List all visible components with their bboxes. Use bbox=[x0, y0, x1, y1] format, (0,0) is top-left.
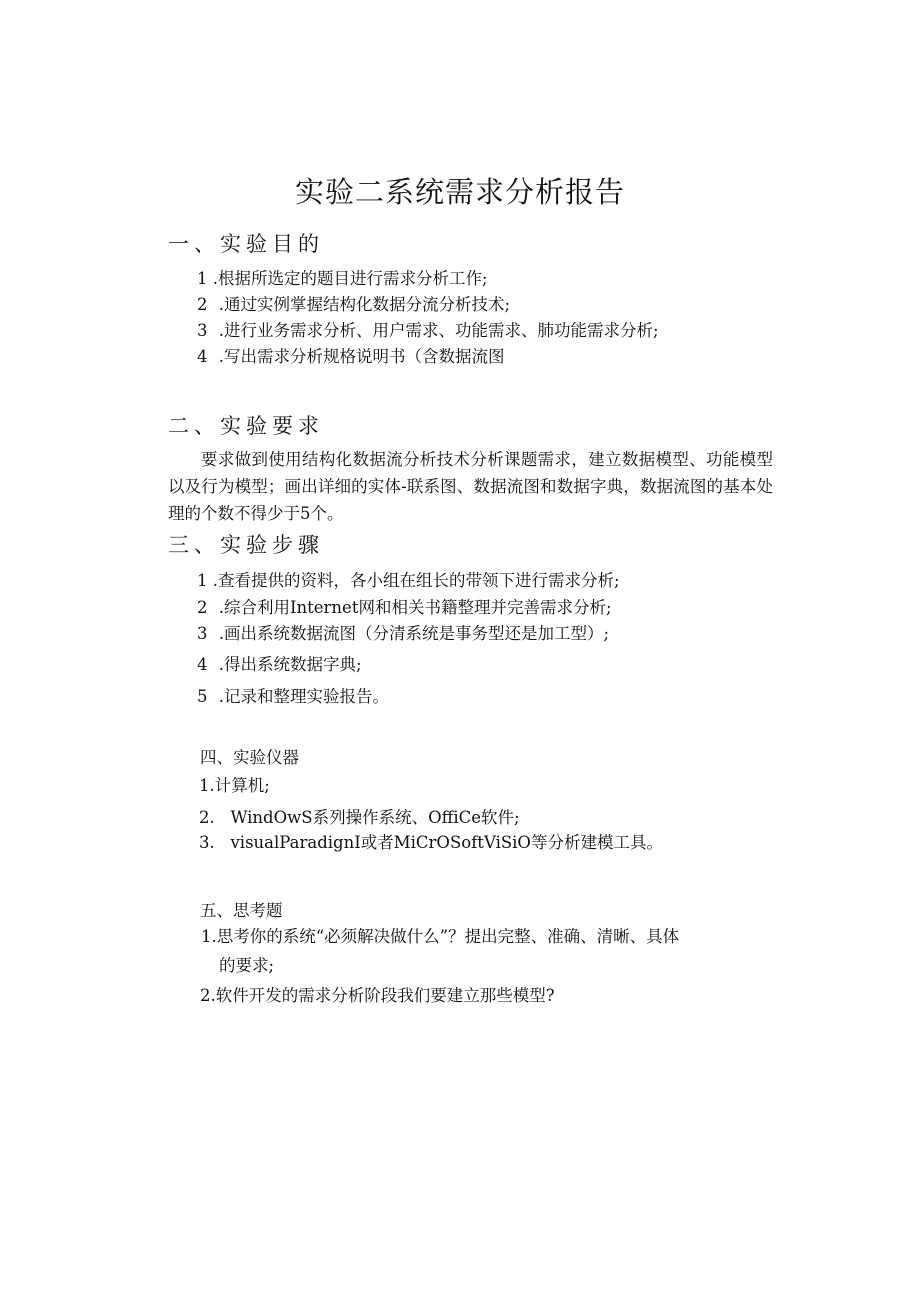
item-number: 1 bbox=[197, 269, 208, 288]
list-item: 3. visualParadignI或者MiCrOSoftViSiO等分析建模工具。 bbox=[199, 833, 663, 852]
list-item: 2. WindOwS系列操作系统、OffiCe软件; bbox=[199, 808, 520, 827]
item-number: 4 bbox=[197, 655, 208, 674]
list-item bbox=[197, 268, 488, 290]
item-number: 2 bbox=[197, 598, 208, 617]
item-text: .得出系统数据字典; bbox=[218, 655, 362, 674]
item-number: 5 bbox=[197, 687, 208, 706]
list-item bbox=[197, 623, 609, 645]
item-number: 1 bbox=[197, 571, 208, 590]
section-heading-requirements: 二、实验要求 bbox=[168, 414, 324, 438]
item-number: 2 bbox=[197, 295, 208, 314]
list-item bbox=[197, 346, 505, 368]
list-item: 2.软件开发的需求分析阶段我们要建立那些模型? bbox=[200, 986, 555, 1005]
list-item: 1.思考你的系统“必须解决做什么”？提出完整、准确、清晰、具体 bbox=[201, 927, 680, 946]
item-text: .综合利用Internet网和相关书籍整理并完善需求分析; bbox=[218, 598, 612, 617]
page-title: 实验二系统需求分析报告 bbox=[294, 175, 625, 209]
item-text: .画出系统数据流图（分清系统是事务型还是加工型）; bbox=[218, 624, 610, 643]
item-text: .记录和整理实验报告。 bbox=[218, 687, 389, 706]
item-number: 3 bbox=[197, 321, 208, 340]
item-text: .进行业务需求分析、用户需求、功能需求、肺功能需求分析; bbox=[218, 321, 659, 340]
item-text: .根据所选定的题目进行需求分析工作; bbox=[212, 269, 488, 288]
list-item bbox=[197, 686, 389, 708]
list-item: 1.计算机; bbox=[199, 776, 270, 795]
item-number: 3 bbox=[197, 624, 208, 643]
requirements-paragraph: 要求做到使用结构化数据流分析技术分析课题需求，建立数据模型、功能模型以及行为模型；画出详细的实体-联系图、数据流图和数据字典，数据流图的基本处理的个数不得少于5个。 bbox=[168, 450, 773, 523]
item-text: .查看提供的资料，各小组在组长的带领下进行需求分析; bbox=[212, 571, 620, 590]
section-heading-questions: 五、思考题 bbox=[200, 901, 283, 920]
list-item bbox=[197, 570, 620, 592]
list-item-continuation: 的要求; bbox=[219, 956, 275, 975]
section-heading-instruments: 四、实验仪器 bbox=[200, 748, 299, 767]
list-item bbox=[197, 294, 510, 316]
section-heading-objectives: 一、实验目的 bbox=[168, 232, 324, 256]
item-number: 4 bbox=[197, 347, 208, 366]
list-item bbox=[197, 654, 362, 676]
item-text: .写出需求分析规格说明书（含数据流图 bbox=[218, 347, 505, 366]
list-item bbox=[197, 597, 612, 619]
list-item bbox=[197, 320, 659, 342]
section-heading-steps: 三、实验步骤 bbox=[168, 533, 324, 557]
item-text: .通过实例掌握结构化数据分流分析技术; bbox=[218, 295, 511, 314]
